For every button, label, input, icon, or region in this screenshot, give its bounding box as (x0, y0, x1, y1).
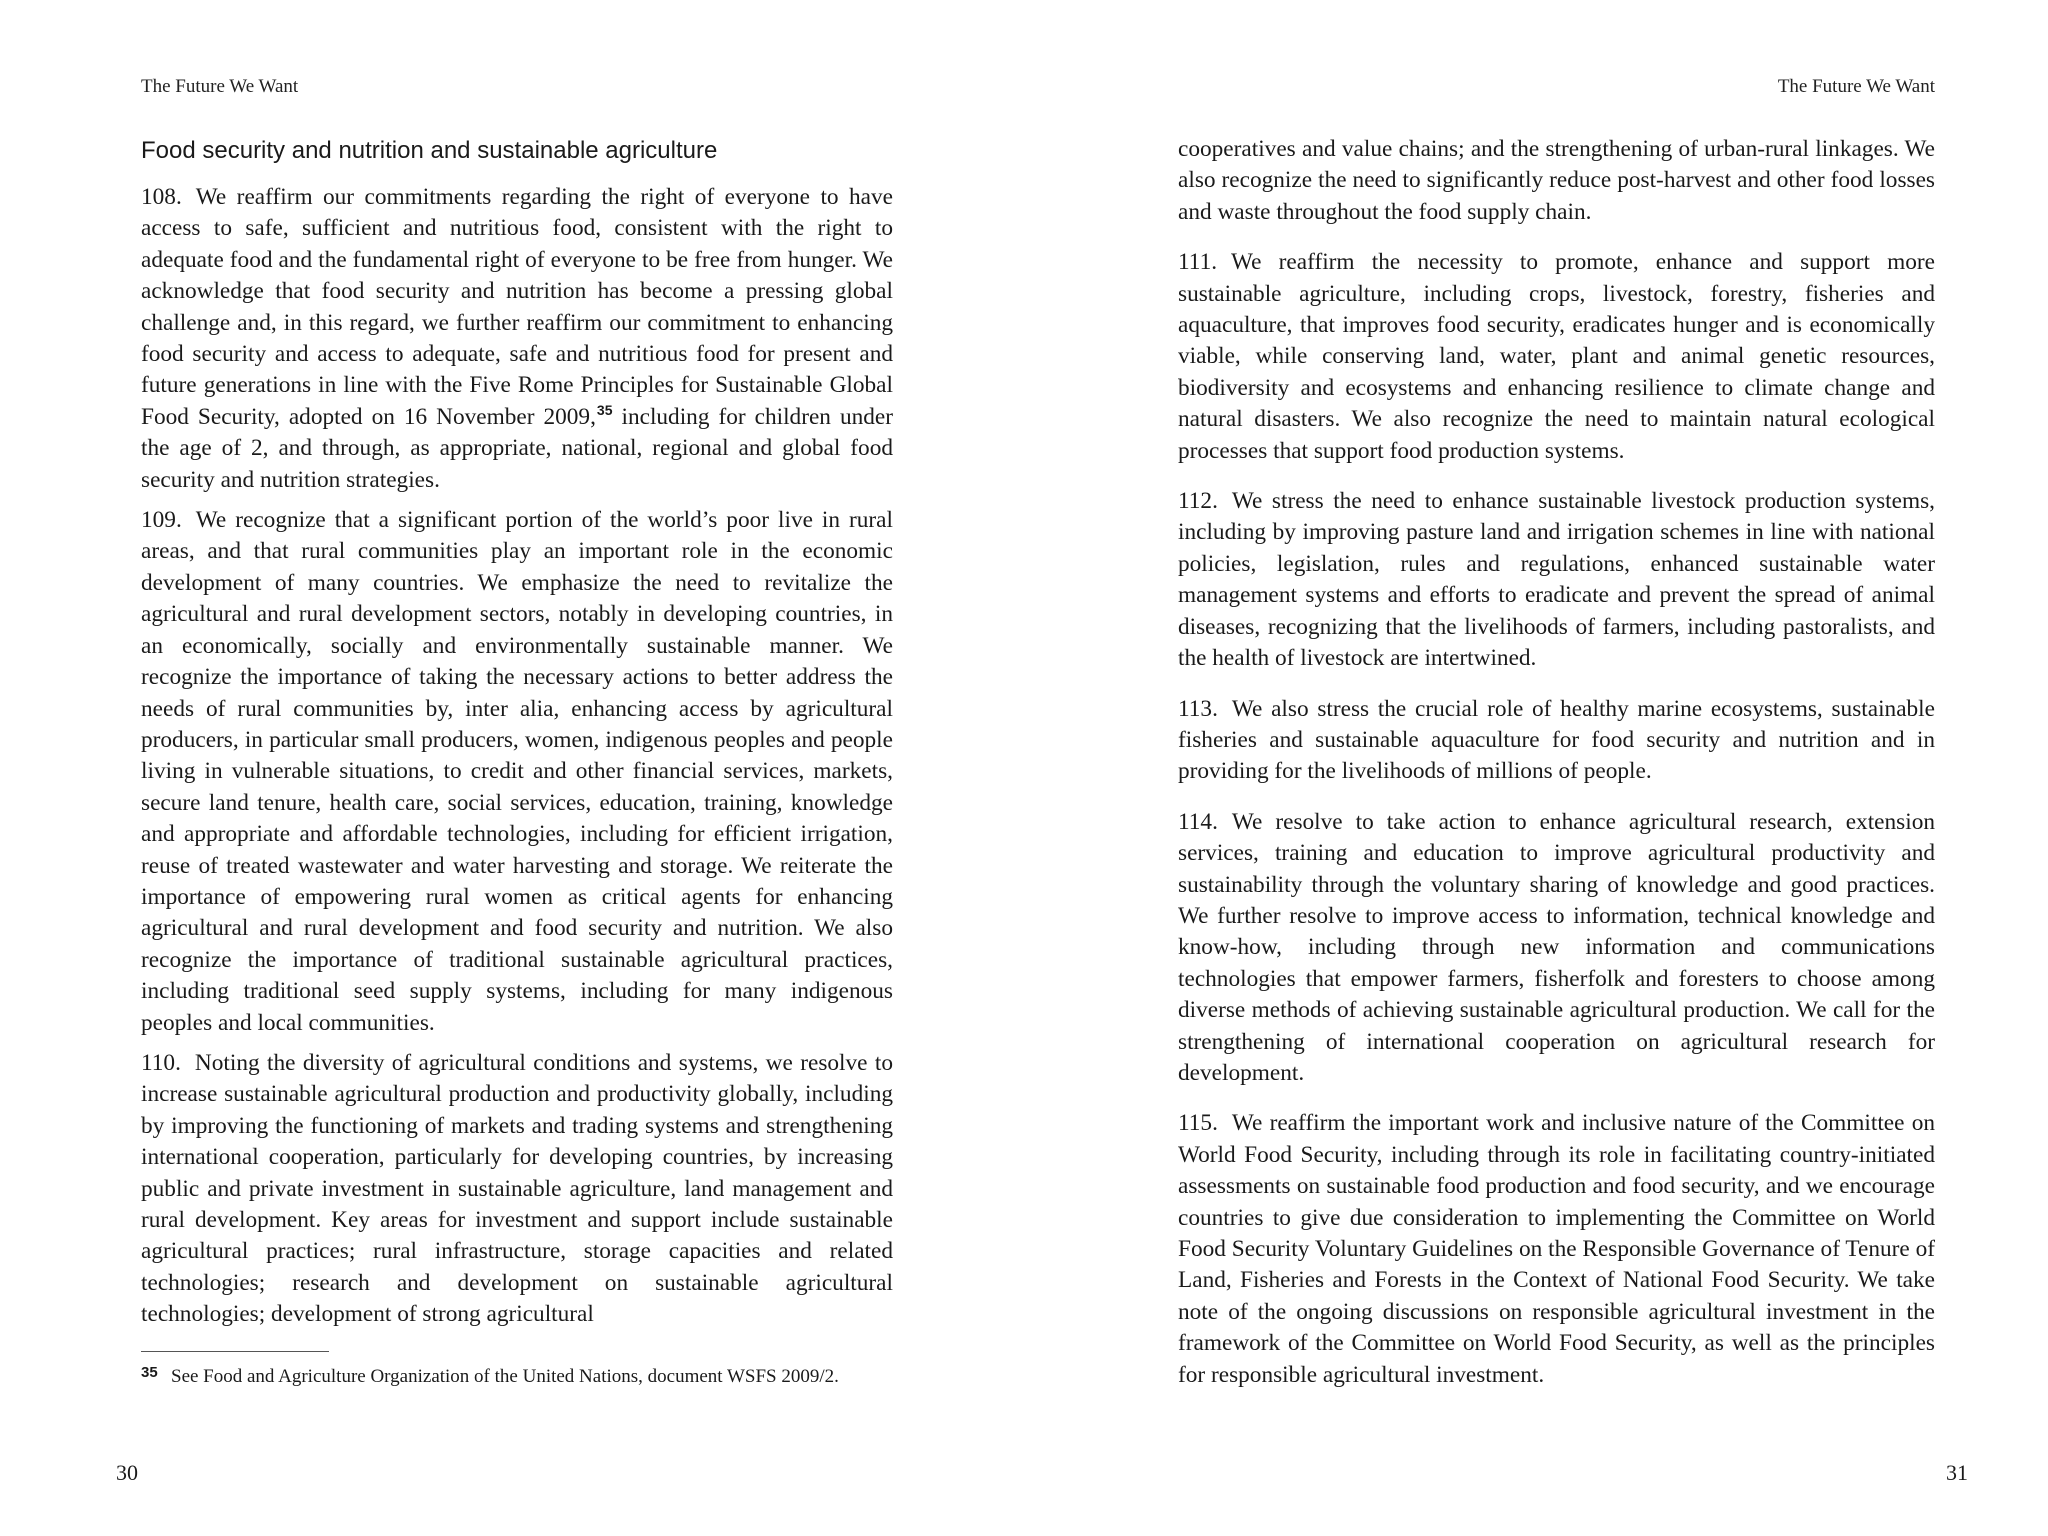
footnote-text: See Food and Agriculture Organization of the United Nations, document WSFS 2009/2. (171, 1366, 839, 1387)
paragraph-110 (141, 1048, 893, 1331)
paragraph-number: 110. (141, 1049, 181, 1076)
paragraph-113 (1178, 694, 1935, 788)
paragraph-number: 112. (1178, 488, 1218, 515)
paragraph-text: We resolve to take action to enhance agricultural research, extension services, training and education to improve agricultural productivity and sustainability through the voluntary sharing of knowledge and good practices. We further resolve to improve access to information, technical knowledge and know-how, including through new information and communications technologies that empower farmers, fisherfolk and foresters to choose among diverse methods of achieving sustainable agricultural production. We call for the strengthening of international cooperation on agricultural research for development. (1178, 808, 1935, 1086)
footnote (141, 1363, 893, 1390)
paragraph-continuation: cooperatives and value chains; and the strengthening of urban-rural linkages. We also recognize the need to significantly reduce post-harvest and other food losses and waste throughout the food supply chain. (1178, 136, 1935, 225)
paragraph-text: We stress the need to enhance sustainable livestock production systems, including by improving pasture land and irrigation schemes in line with national policies, legislation, rules and regulations, enhanced sustainable water management systems and efforts to eradicate and prevent the spread of animal diseases, recognizing that the livelihoods of farmers, including pastoralists, and the health of livestock are intertwined. (1178, 488, 1935, 672)
footnote-divider (141, 1351, 329, 1352)
footnote-mark: 35 (141, 1364, 158, 1381)
paragraph-text: We also stress the crucial role of healthy marine ecosystems, sustainable fisheries and sustainable aquaculture for food security and nutrition and in providing for the livelihoods of millions of people. (1178, 695, 1935, 785)
paragraph-112 (1178, 486, 1935, 674)
paragraph-text: We reaffirm our commitments regarding the right of everyone to have access to safe, sufficient and nutritious food, consistent with the right to adequate food and the fundamental right of everyone to be free from hunger. We acknowledge that food security and nutrition has become a pressing global challenge and, in this regard, we further reaffirm our commitment to enhancing food security and access to adequate, safe and nutritious food for present and future generations in line with the Five Rome Principles for Sustainable Global Food Security, adopted on 16 November 2009, (141, 184, 893, 430)
paragraph-text: including for children under the age of 2, and through, as appropriate, national, regional and global food security and nutrition strategies. (141, 403, 893, 493)
right-column (1178, 134, 1935, 1410)
right-page (1024, 0, 2048, 1536)
paragraph-text: We reaffirm the important work and inclusive nature of the Committee on World Food Security, including through its role in facilitating country-initiated assessments on sustainable food production and food security, and we encourage countries to give due consideration to implementing the Committee on World Food Security Voluntary Guidelines on the Responsible Governance of Tenure of Land, Fisheries and Forests in the Context of National Food Security. We take note of the ongoing discussions on responsible agricultural investment in the framework of the Committee on World Food Security, as well as the principles for responsible agricultural investment. (1178, 1110, 1935, 1388)
page-number-left: 30 (116, 1460, 138, 1485)
paragraph-text: We recognize that a significant portion of the world’s poor live in rural areas, and that rural communities play an important role in the economic development of many countries. We emphasize the need to revitalize the agricultural and rural development sectors, notably in developing countries, in an economically, socially and environmentally sustainable manner. We recognize the importance of taking the necessary actions to better address the needs of rural communities by, inter alia, enhancing access by agricultural producers, in particular small producers, women, indigenous peoples and people living in vulnerable situations, to credit and other financial services, markets, secure land tenure, health care, social services, education, training, knowledge and appropriate and affordable technologies, including for efficient irrigation, reuse of treated wastewater and water harvesting and storage. We reiterate the importance of empowering rural women as critical agents for enhancing agricultural and rural development and food security and nutrition. We also recognize the importance of traditional sustainable agricultural practices, including traditional seed supply systems, including for many indigenous peoples and local communities. (141, 507, 893, 1036)
paragraph-number: 113. (1178, 695, 1218, 722)
running-head-right: The Future We Want (1777, 76, 1935, 97)
section-title: Food security and nutrition and sustainable agriculture (141, 137, 718, 164)
footnote-reference[interactable]: 35 (596, 401, 613, 418)
left-column (141, 182, 893, 1340)
paragraph-number: 108. (141, 184, 182, 210)
page-number-right: 31 (1946, 1460, 1968, 1485)
paragraph-number: 115. (1178, 1110, 1218, 1137)
paragraph-number: 109. (141, 507, 182, 534)
paragraph-115 (1178, 1108, 1935, 1391)
paragraph-text: We reaffirm the necessity to promote, enhance and support more sustainable agriculture, including crops, livestock, forestry, fisheries and aquaculture, that improves food security, eradicates hunger and is economically viable, while conserving land, water, plant and animal genetic resources, biodiversity and ecosystems and enhancing resilience to climate change and natural disasters. We also recognize the need to maintain natural ecological processes that support food production systems. (1178, 249, 1935, 464)
paragraph-109 (141, 505, 893, 1039)
paragraph-111 (1178, 247, 1935, 467)
paragraph-number: 111. (1178, 249, 1218, 276)
paragraph-text: Noting the diversity of agricultural conditions and systems, we resolve to increase sustainable agricultural production and productivity globally, including by improving the functioning of markets and trading systems and strengthening international cooperation, particularly for developing countries, by increasing public and private investment in sustainable agriculture, land management and rural development. Key areas for investment and support include sustainable agricultural practices; rural infrastructure, storage capacities and related technologies; research and development on sustainable agricultural technologies; development of strong agricultural (141, 1049, 893, 1328)
paragraph-108 (141, 182, 893, 496)
running-head-left: The Future We Want (141, 76, 299, 97)
paragraph-114 (1178, 807, 1935, 1090)
paragraph-number: 114. (1178, 808, 1218, 835)
